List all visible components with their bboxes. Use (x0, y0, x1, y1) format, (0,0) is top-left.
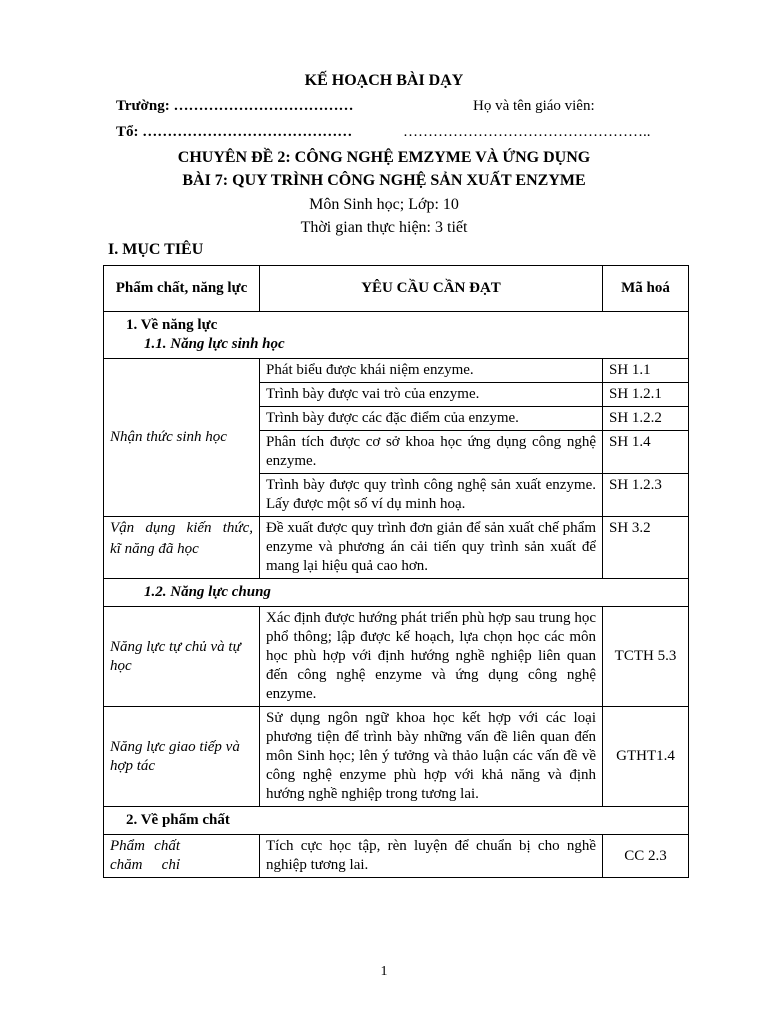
code-cell: SH 1.2.3 (603, 474, 689, 517)
criteria-cell-cham-chi (104, 835, 260, 878)
criteria-line-2: kĩ năng đã học (110, 541, 199, 557)
section-2-title: 2. Về phẩm chất (104, 807, 689, 835)
table-row (104, 517, 689, 579)
code-cell: SH 3.2 (603, 517, 689, 579)
requirement-cell: Đề xuất được quy trình đơn giản để sản xuất chế phẩm enzyme và phương án cải tiến quy trình sản xuất để mang lại hiệu quả cao hơn. (260, 517, 603, 579)
teacher-dots: ………………………………………….. (403, 124, 651, 140)
criteria-line-1: Vận dụng kiến thức, (110, 520, 253, 536)
duration-line: Thời gian thực hiện: 3 tiết (300, 219, 468, 236)
code-cell: TCTH 5.3 (603, 607, 689, 707)
requirement-cell: Trình bày được các đặc điểm của enzyme. (260, 407, 603, 431)
table-row (104, 835, 689, 878)
requirement-cell: Phát biểu được khái niệm enzyme. (260, 359, 603, 383)
header-cell-criteria: Phẩm chất, năng lực (104, 266, 260, 312)
requirement-cell: Trình bày được vai trò của enzyme. (260, 383, 603, 407)
school-dots: ……………………………… (173, 98, 354, 114)
table-header-row (104, 266, 689, 312)
header-cell-code: Mã hoá (603, 266, 689, 312)
section-1-1-title: 1.1. Năng lực sinh học (144, 336, 285, 352)
lesson-title: BÀI 7: QUY TRÌNH CÔNG NGHỆ SẢN XUẤT ENZYME (182, 172, 586, 189)
criteria-cell-nhan-thuc: Nhận thức sinh học (104, 359, 260, 517)
requirement-cell: Sử dụng ngôn ngữ khoa học kết hợp với các loại phương tiện để trình bày những vấn đề liên quan đến môn Sinh học; lên ý tưởng và thảo luận các vấn đề về công nghệ enzyme phù hợp với khả năng và định hướng nghề nghiệp trong tương lai. (260, 707, 603, 807)
section-1-title: 1. Về năng lực (126, 317, 218, 333)
topic-title: CHUYÊN ĐỀ 2: CÔNG NGHỆ EMZYME VÀ ỨNG DỤNG (177, 149, 591, 166)
table-row (104, 707, 689, 807)
section-row (104, 807, 689, 835)
group-field (116, 124, 352, 141)
section-1-2-title: 1.2. Năng lực chung (104, 579, 689, 607)
section-row (104, 579, 689, 607)
requirement-cell: Phân tích được cơ sở khoa học ứng dụng công nghệ enzyme. (260, 431, 603, 474)
criteria-cell-tu-chu: Năng lực tự chủ và tự học (104, 607, 260, 707)
code-cell: SH 1.2.2 (603, 407, 689, 431)
table-row (104, 607, 689, 707)
requirement-cell: Trình bày được quy trình công nghệ sản xuất enzyme. Lấy được một số ví dụ minh hoạ. (260, 474, 603, 517)
school-label: Trường: (116, 98, 170, 114)
requirement-cell: Tích cực học tập, rèn luyện để chuẩn bị cho nghề nghiệp tương lai. (260, 835, 603, 878)
code-cell: SH 1.1 (603, 359, 689, 383)
code-cell: SH 1.4 (603, 431, 689, 474)
group-dots: …………………………………… (142, 124, 353, 140)
group-label: Tổ: (116, 124, 139, 140)
section-cell (104, 312, 689, 359)
plan-title: KẾ HOẠCH BÀI DẠY (304, 72, 464, 89)
table-row (104, 359, 689, 383)
code-cell: SH 1.2.1 (603, 383, 689, 407)
objectives-table (103, 265, 689, 878)
section-heading: I. MỤC TIÊU (108, 241, 204, 258)
code-cell: GTHT1.4 (603, 707, 689, 807)
requirement-cell: Xác định được hướng phát triển phù hợp sau trung học phổ thông; lập được kế hoạch, lựa chọn học các môn học phù hợp với định hướng nghề nghiệp liên quan đến công nghệ enzyme và ứng dụng công nghệ enzyme. (260, 607, 603, 707)
page-number: 1 (380, 964, 388, 979)
criteria-cell-van-dung (104, 517, 260, 579)
subject-line: Môn Sinh học; Lớp: 10 (309, 196, 459, 213)
criteria-cell-giao-tiep: Năng lực giao tiếp và hợp tác (104, 707, 260, 807)
code-cell: CC 2.3 (603, 835, 689, 878)
criteria-cham-chi-text: Phẩm chất chăm chỉ (110, 838, 180, 873)
teacher-label: Họ và tên giáo viên: (473, 98, 595, 114)
header-cell-requirement: YÊU CẦU CẦN ĐẠT (260, 266, 603, 312)
section-row (104, 312, 689, 359)
school-field (116, 98, 353, 115)
